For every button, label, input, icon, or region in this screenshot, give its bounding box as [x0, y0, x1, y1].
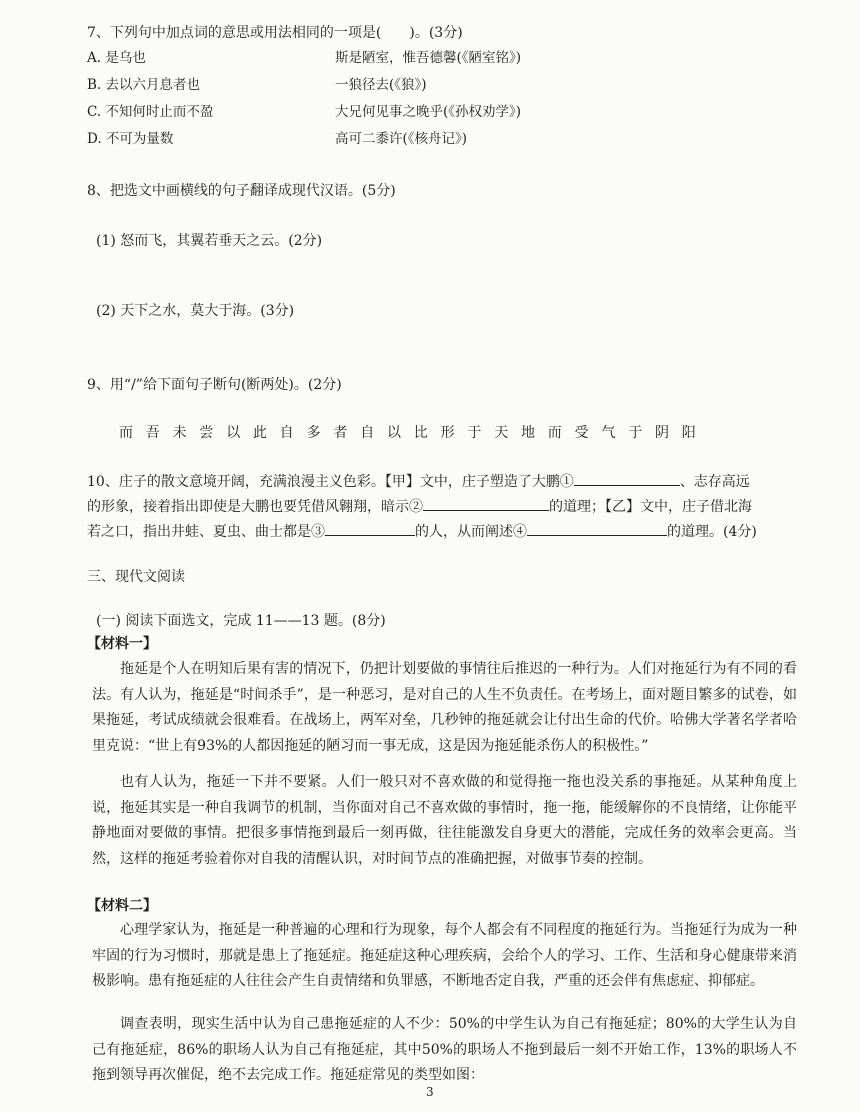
- q7-option-b: B. 去以六月息者也: [87, 77, 201, 93]
- material-1-paragraph-2: 也有人认为，拖延一下并不要紧。人们一般只对不喜欢做的和觉得拖一拖也没关系的事拖延。从某种角度上说，拖延其实是一种自我调节的机制，当你面对自己不喜欢做的事情时，拖一拖，能缓解你的不良情绪，让你能平静地面对要做的事情。把很多事情拖到最后一刻再做，往往能激发自身更大的潜能，完成任务的效率会更高。当然，这样的拖延考验着你对自我的清醒认识，对时间节点的准确把握，对做事节奏的控制。: [92, 774, 797, 867]
- q10-line-3: [87, 519, 757, 541]
- q7-option-c: C. 不知何时止而不盈: [87, 104, 214, 120]
- q7-option-d: D. 不可为量数: [87, 131, 174, 147]
- page-number: 3: [426, 1085, 434, 1099]
- q10-text-3: 的形象，接着指出即使是大鹏也要凭借风翱翔，暗示②: [87, 499, 423, 515]
- q9-sentence: 而吾未尝以此自多者自以比形于天地而受气于阴阳: [119, 425, 709, 441]
- q7-option-a: A. 是乌也: [87, 50, 146, 66]
- q10-text-4: 的道理；【乙】文中，庄子借北海: [549, 499, 752, 515]
- q10-text-5: 若之口，指出井蛙、夏虫、曲士都是③: [87, 524, 325, 540]
- q10-text-1: 10、庄子的散文意境开阔，充满浪漫主义色彩。【甲】文中，庄子塑造了大鹏①: [87, 474, 574, 490]
- q8-item-2: (2) 天下之水，莫大于海。(3分): [96, 303, 295, 319]
- reading-intro: (一) 阅读下面选文，完成 11——13 题。(8分): [96, 613, 386, 629]
- q9-stem: 9、用“/”给下面句子断句(断两处)。(2分): [87, 377, 342, 393]
- q10-text-6: 的人，从而阐述④: [415, 524, 527, 540]
- answer-blank-3[interactable]: [325, 519, 415, 536]
- material-1-title: 【材料一】: [87, 636, 157, 652]
- material-2-paragraph-2: 调查表明，现实生活中认为自己患拖延症的人不少：50%的中学生认为自己有拖延症；80%的大学生认为自己有拖延症，86%的职场人认为自己有拖延症，其中50%的职场人不拖到最后一刻不开始工作，13%的职场人不拖到领导再次催促，绝不去完成工作。拖延症常见的类型如图：: [92, 1016, 797, 1083]
- q7-stem: 7、下列句中加点词的意思或用法相同的一项是( )。(3分): [87, 25, 463, 41]
- q8-stem: 8、把选文中画横线的句子翻译成现代汉语。(5分): [87, 183, 396, 199]
- material-2-paragraph-1: 心理学家认为，拖延是一种普遍的心理和行为现象，每个人都会有不同程度的拖延行为。当拖延行为成为一种牢固的行为习惯时，那就是患上了拖延症。拖延症这种心理疾病，会给个人的学习、工作、生活和身心健康带来消极影响。患有拖延症的人往往会产生自责情绪和负罪感，不断地否定自我，严重的还会伴有焦虑症、抑郁症。: [92, 922, 797, 989]
- answer-blank-1[interactable]: [574, 469, 680, 486]
- q7-option-a-ref: 斯是陋室，惟吾德馨(《陋室铭》): [335, 50, 522, 66]
- material-2-title: 【材料二】: [87, 898, 157, 914]
- q10-line-1: [87, 469, 750, 491]
- q7-option-d-ref: 高可二黍许(《核舟记》): [335, 131, 468, 147]
- q10-line-2: [87, 494, 752, 516]
- section-heading: 三、现代文阅读: [87, 569, 185, 585]
- q10-text-2: 、志存高远: [679, 474, 750, 490]
- material-1-paragraph-1: 拖延是个人在明知后果有害的情况下，仍把计划要做的事情往后推迟的一种行为。人们对拖延行为有不同的看法。有人认为，拖延是“时间杀手”，是一种恶习，是对自己的人生不负责任。在考场上，面对题目繁多的试卷，如果拖延，考试成绩就会很难看。在战场上，两军对垒，几秒钟的拖延就会让付出生命的代价。哈佛大学著名学者哈里克说：“世上有93%的人都因拖延的陋习而一事无成，这是因为拖延能杀伤人的积极性。”: [92, 661, 797, 754]
- q7-option-b-ref: 一狼径去(《狼》): [335, 77, 427, 93]
- answer-blank-4[interactable]: [527, 519, 667, 536]
- q8-item-1: (1) 怒而飞，其翼若垂天之云。(2分): [96, 233, 323, 249]
- q10-text-7: 的道理。(4分): [667, 524, 757, 540]
- q7-option-c-ref: 大兄何见事之晚乎(《孙权劝学》): [335, 104, 522, 120]
- answer-blank-2[interactable]: [423, 494, 549, 511]
